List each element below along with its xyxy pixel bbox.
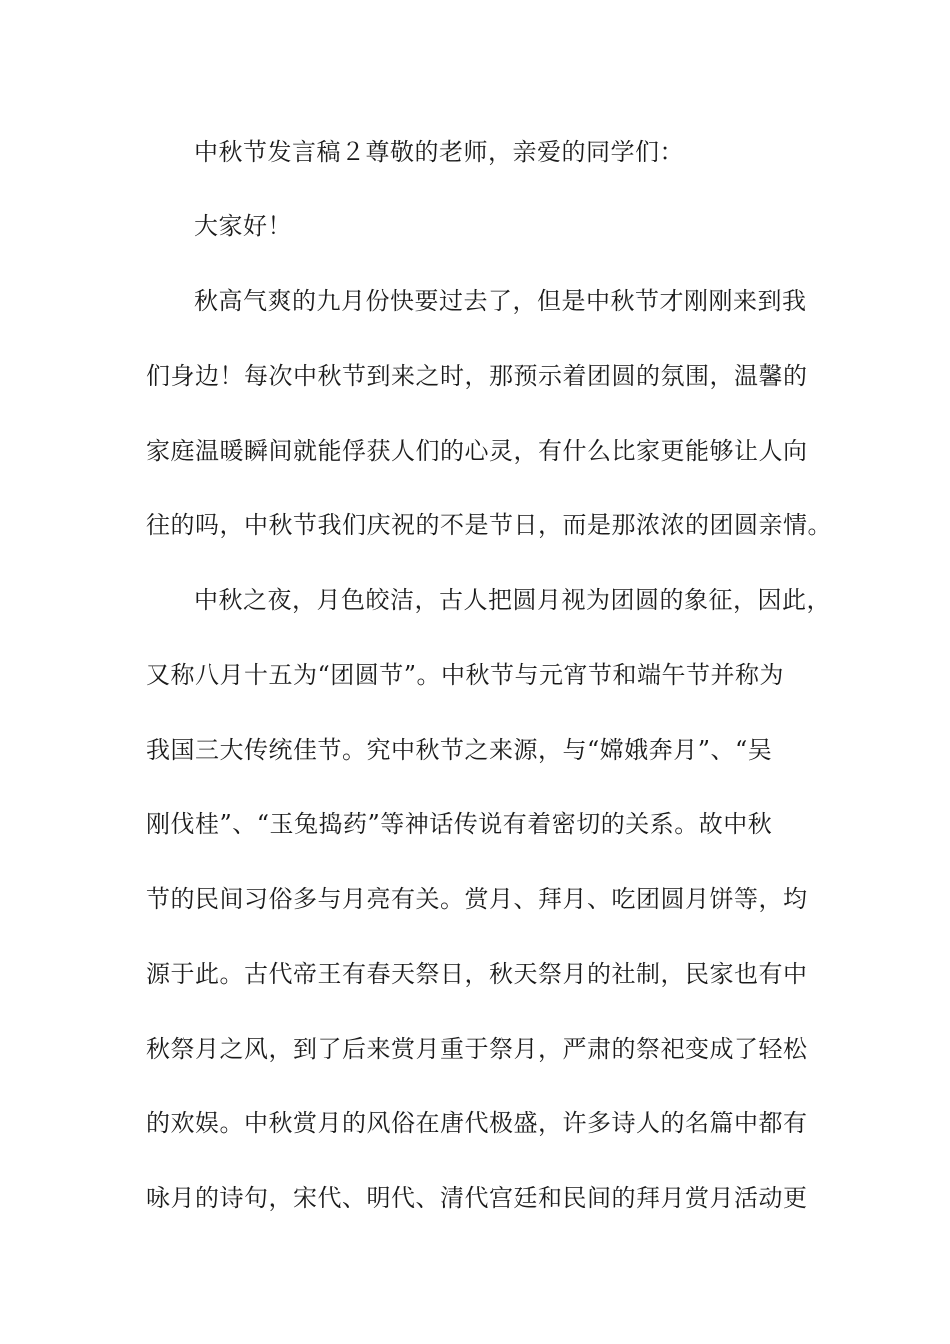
text-line: 源于此。古代帝王有春天祭日，秋天祭月的社制，民家也有中: [146, 960, 808, 988]
text-line: 又称八月十五为“团圆节”。中秋节与元宵节和端午节并称为: [146, 661, 785, 689]
text-line: 咏月的诗句，宋代、明代、清代宫廷和民间的拜月赏月活动更: [146, 1184, 808, 1212]
text-line: 中秋之夜，月色皎洁，古人把圆月视为团圆的象征，因此，: [194, 586, 831, 614]
text-line: 家庭温暖瞬间就能俘获人们的心灵，有什么比家更能够让人向: [146, 437, 808, 465]
text-line: 们身边！每次中秋节到来之时，那预示着团圆的氛围，温馨的: [146, 362, 808, 390]
text-line: 的欢娱。中秋赏月的风俗在唐代极盛，许多诗人的名篇中都有: [146, 1109, 808, 1137]
text-line: 刚伐桂”、“玉兔捣药”等神话传说有着密切的关系。故中秋: [146, 810, 773, 838]
text-line: 大家好！: [194, 212, 292, 240]
text-line: 往的吗，中秋节我们庆祝的不是节日，而是那浓浓的团圆亲情。: [146, 511, 832, 539]
text-line: 节的民间习俗多与月亮有关。赏月、拜月、吃团圆月饼等，均: [146, 885, 808, 913]
text-line: 我国三大传统佳节。究中秋节之来源，与“嫦娥奔月”、“吴: [146, 736, 773, 764]
text-line: 中秋节发言稿２尊敬的老师，亲爱的同学们：: [194, 138, 684, 166]
text-line: 秋高气爽的九月份快要过去了，但是中秋节才刚刚来到我: [194, 287, 807, 315]
text-line: 秋祭月之风，到了后来赏月重于祭月，严肃的祭祀变成了轻松: [146, 1035, 808, 1063]
